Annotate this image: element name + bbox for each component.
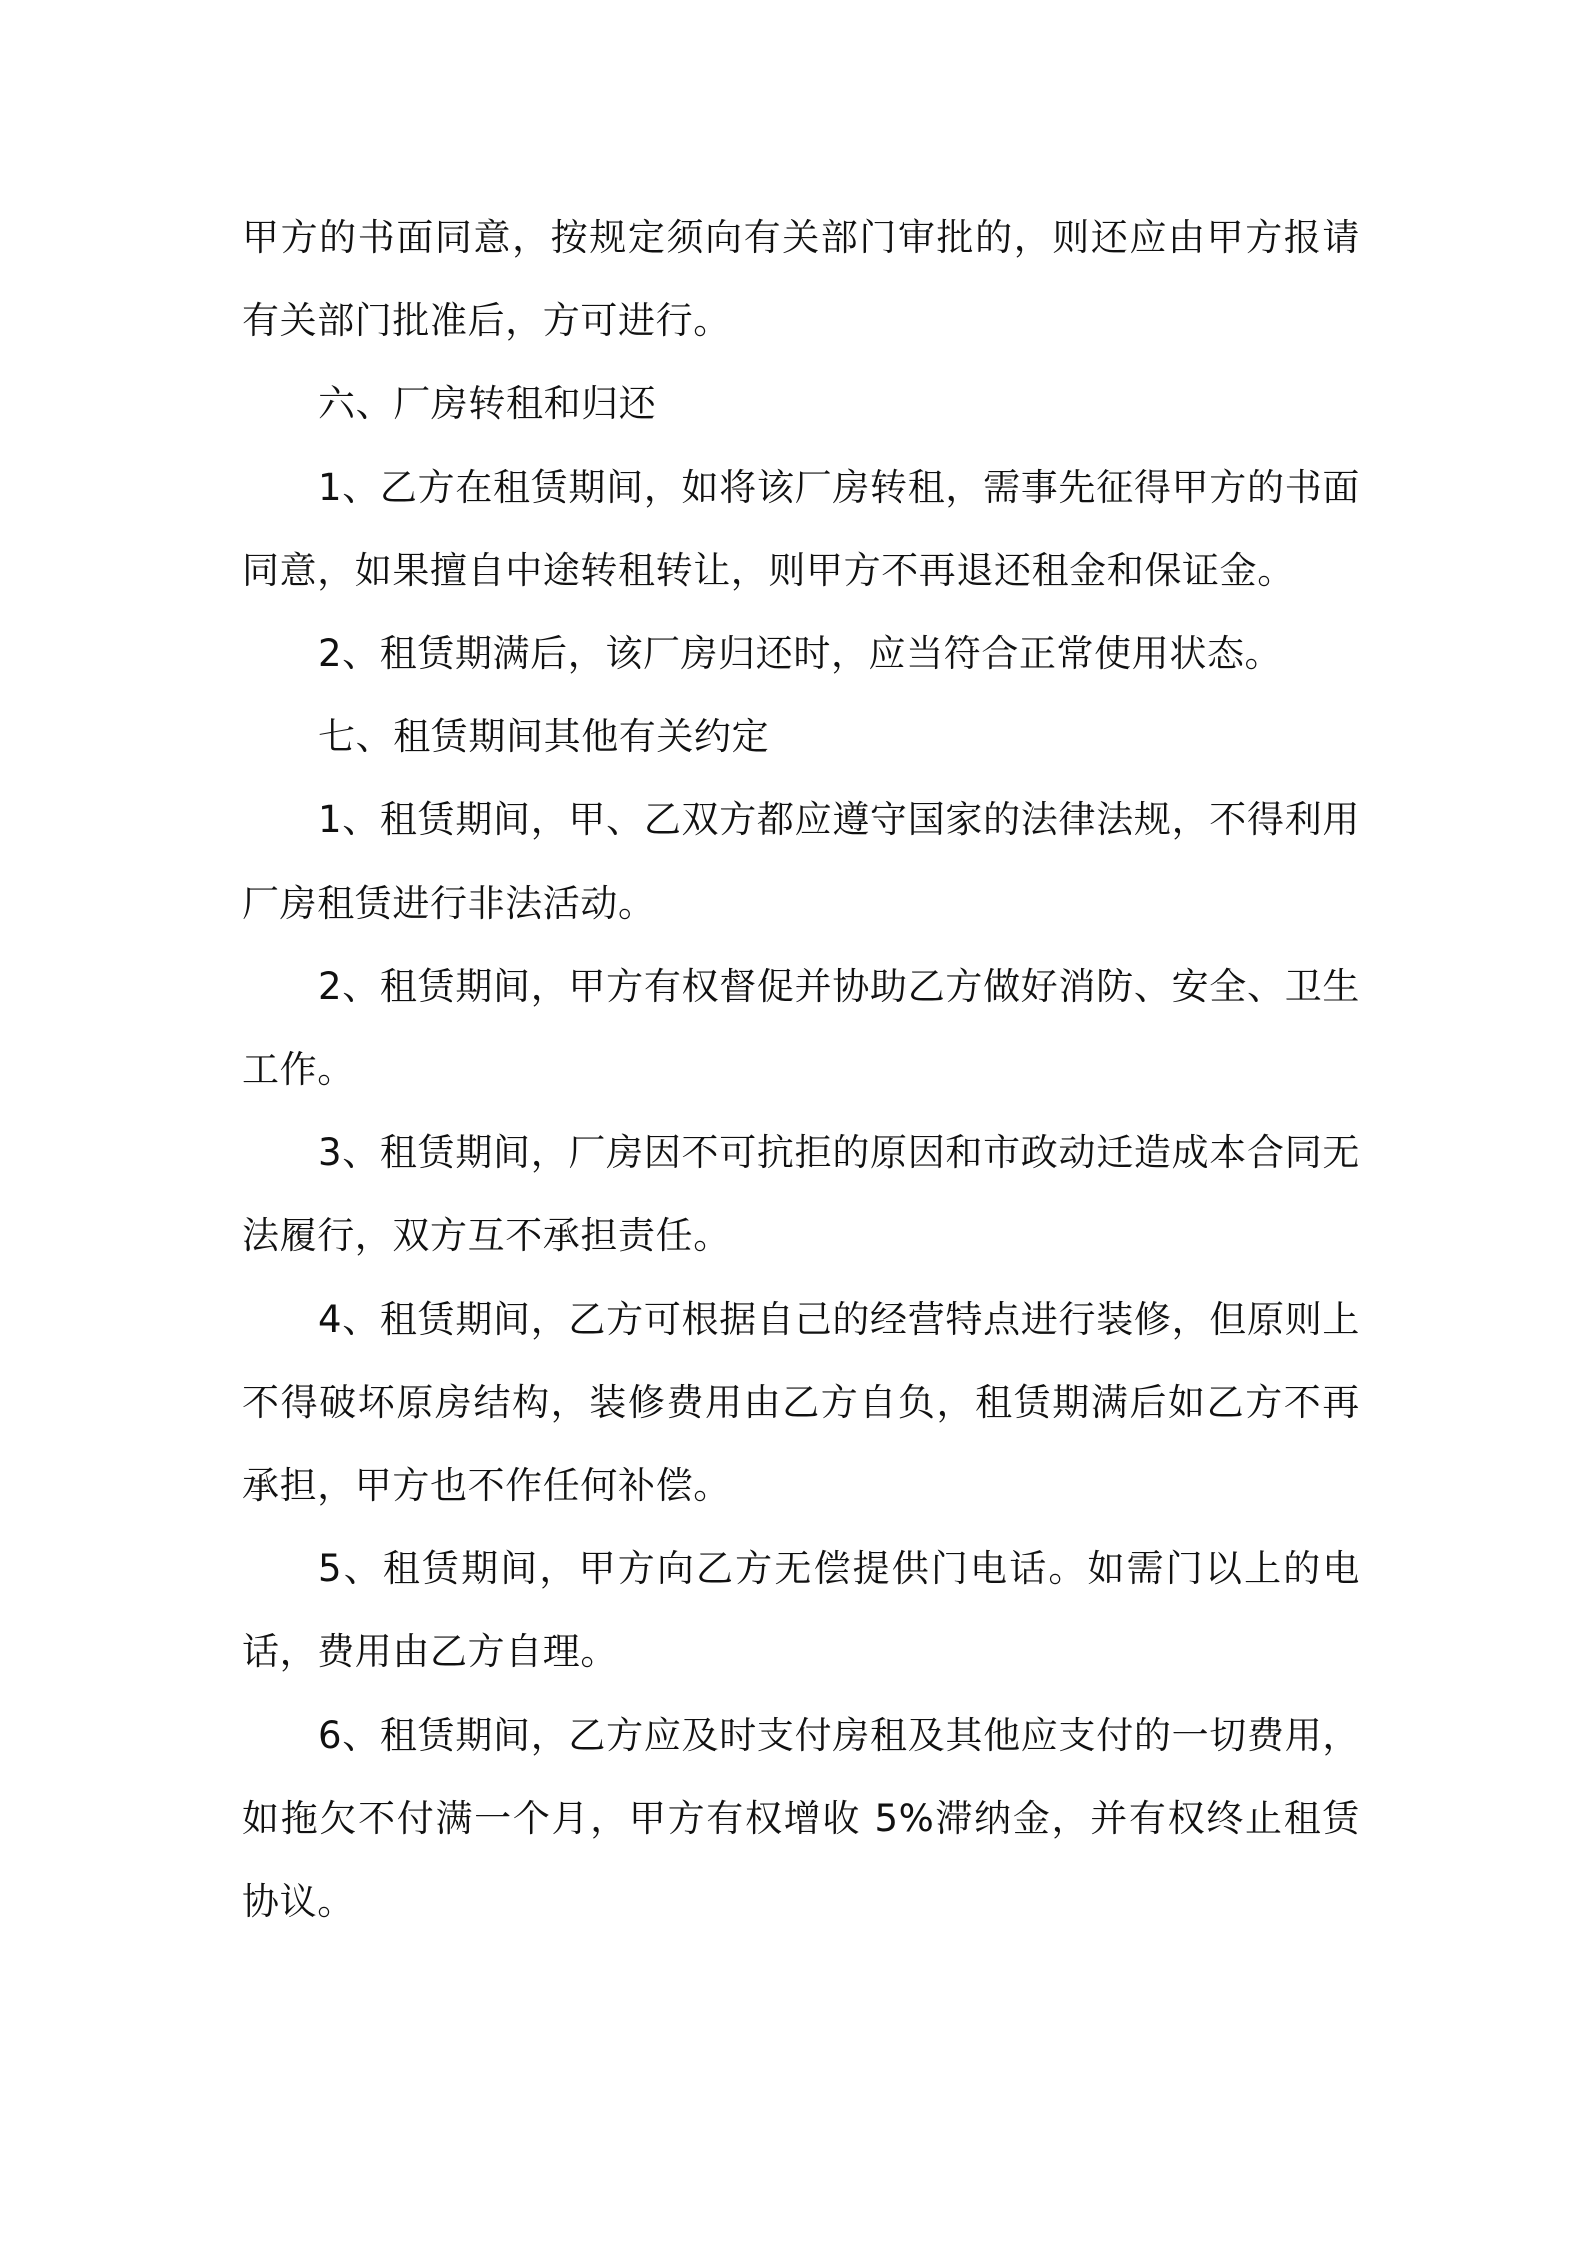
- paragraph-continuation: 甲方的书面同意，按规定须向有关部门审批的，则还应由甲方报请有关部门批准后，方可进行。: [242, 216, 1360, 343]
- document-body: [242, 196, 1360, 1943]
- clause-7-3: 3、租赁期间，厂房因不可抗拒的原因和市政动迁造成本合同无法履行，双方互不承担责任。: [242, 1131, 1360, 1258]
- clause-7-5: 5、租赁期间，甲方向乙方无偿提供门电话。如需门以上的电话，费用由乙方自理。: [242, 1547, 1360, 1674]
- clause-7-2: 2、租赁期间，甲方有权督促并协助乙方做好消防、安全、卫生工作。: [242, 964, 1360, 1092]
- clause-7-1: 1、租赁期间，甲、乙双方都应遵守国家的法律法规，不得利用厂房租赁进行非法活动。: [242, 798, 1360, 925]
- section-heading-six: 六、厂房转租和归还: [318, 382, 657, 426]
- section-heading-seven: 七、租赁期间其他有关约定: [318, 715, 770, 759]
- clause-6-2: 2、租赁期满后，该厂房归还时，应当符合正常使用状态。: [318, 632, 1283, 676]
- clause-7-6: 6、租赁期间，乙方应及时支付房租及其他应支付的一切费用，如拖欠不付满一个月，甲方有权增收 5%滞纳金，并有权终止租赁协议。: [242, 1713, 1360, 1924]
- clause-7-4: 4、租赁期间，乙方可根据自己的经营特点进行装修，但原则上不得破坏原房结构，装修费用由乙方自负，租赁期满后如乙方不再承担，甲方也不作任何补偿。: [242, 1297, 1360, 1508]
- clause-6-1: 1、乙方在租赁期间，如将该厂房转租，需事先征得甲方的书面同意，如果擅自中途转租转让，则甲方不再退还租金和保证金。: [242, 465, 1360, 592]
